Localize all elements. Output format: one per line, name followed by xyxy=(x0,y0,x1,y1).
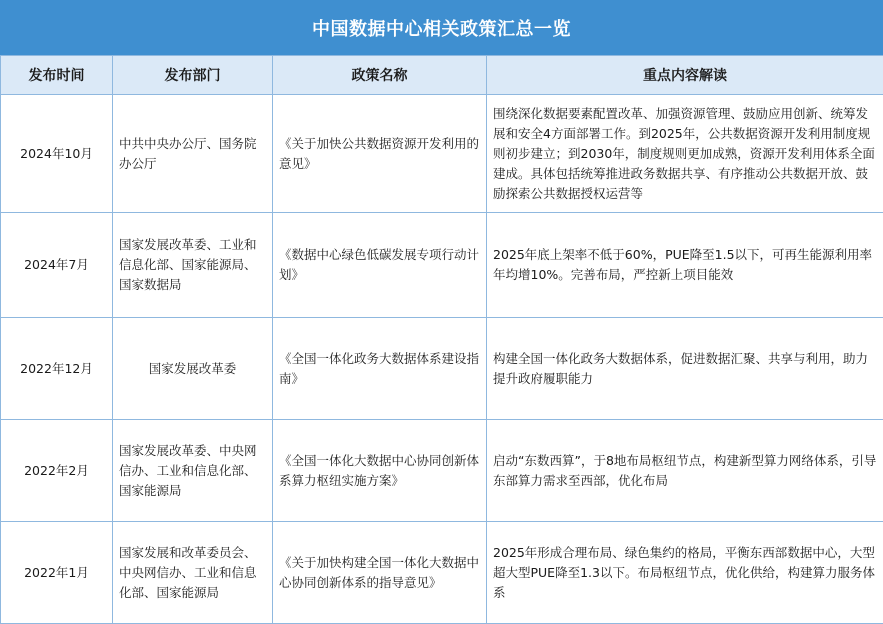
cell-summary: 启动“东数西算”，于8地布局枢纽节点，构建新型算力网络体系，引导东部算力需求至西部，优化布局 xyxy=(487,420,883,522)
column-header-policy: 政策名称 xyxy=(273,56,487,95)
table-row xyxy=(1,420,883,522)
table-row xyxy=(1,318,883,420)
cell-date: 2024年7月 xyxy=(1,213,113,318)
table-row xyxy=(1,213,883,318)
cell-department: 国家发展改革委 xyxy=(113,318,273,420)
cell-department: 国家发展改革委、中央网信办、工业和信息化部、国家能源局 xyxy=(113,420,273,522)
cell-date: 2024年10月 xyxy=(1,95,113,213)
cell-department: 国家发展和改革委员会、中央网信办、工业和信息化部、国家能源局 xyxy=(113,522,273,624)
cell-department: 国家发展改革委、工业和信息化部、国家能源局、国家数据局 xyxy=(113,213,273,318)
cell-summary: 构建全国一体化政务大数据体系，促进数据汇聚、共享与利用，助力提升政府履职能力 xyxy=(487,318,883,420)
table-row xyxy=(1,95,883,213)
column-header-department: 发布部门 xyxy=(113,56,273,95)
cell-date: 2022年12月 xyxy=(1,318,113,420)
cell-policy-name: 《全国一体化大数据中心协同创新体系算力枢纽实施方案》 xyxy=(273,420,487,522)
cell-department: 中共中央办公厅、国务院办公厅 xyxy=(113,95,273,213)
cell-summary: 围绕深化数据要素配置改革、加强资源管理、鼓励应用创新、统筹发展和安全4方面部署工作。到2025年，公共数据资源开发利用制度规则初步建立；到2030年，制度规则更加成熟，资源开发利用体系全面建成。具体包括统筹推进政务数据共享、有序推动公共数据开放、鼓励探索公共数据授权运营等 xyxy=(487,95,883,213)
column-header-date: 发布时间 xyxy=(1,56,113,95)
cell-policy-name: 《全国一体化政务大数据体系建设指南》 xyxy=(273,318,487,420)
table-row xyxy=(1,522,883,624)
cell-date: 2022年2月 xyxy=(1,420,113,522)
column-header-summary: 重点内容解读 xyxy=(487,56,883,95)
cell-date: 2022年1月 xyxy=(1,522,113,624)
cell-summary: 2025年形成合理布局、绿色集约的格局，平衡东西部数据中心，大型超大型PUE降至1.3以下。布局枢纽节点，优化供给，构建算力服务体系 xyxy=(487,522,883,624)
table-header-row xyxy=(1,56,883,95)
page-title: 中国数据中心相关政策汇总一览 xyxy=(0,0,883,55)
cell-policy-name: 《关于加快公共数据资源开发利用的意见》 xyxy=(273,95,487,213)
cell-policy-name: 《数据中心绿色低碳发展专项行动计划》 xyxy=(273,213,487,318)
policy-table xyxy=(0,55,883,624)
cell-policy-name: 《关于加快构建全国一体化大数据中心协同创新体系的指导意见》 xyxy=(273,522,487,624)
cell-summary: 2025年底上架率不低于60%，PUE降至1.5以下，可再生能源利用率年均增10%。完善布局，严控新上项目能效 xyxy=(487,213,883,318)
